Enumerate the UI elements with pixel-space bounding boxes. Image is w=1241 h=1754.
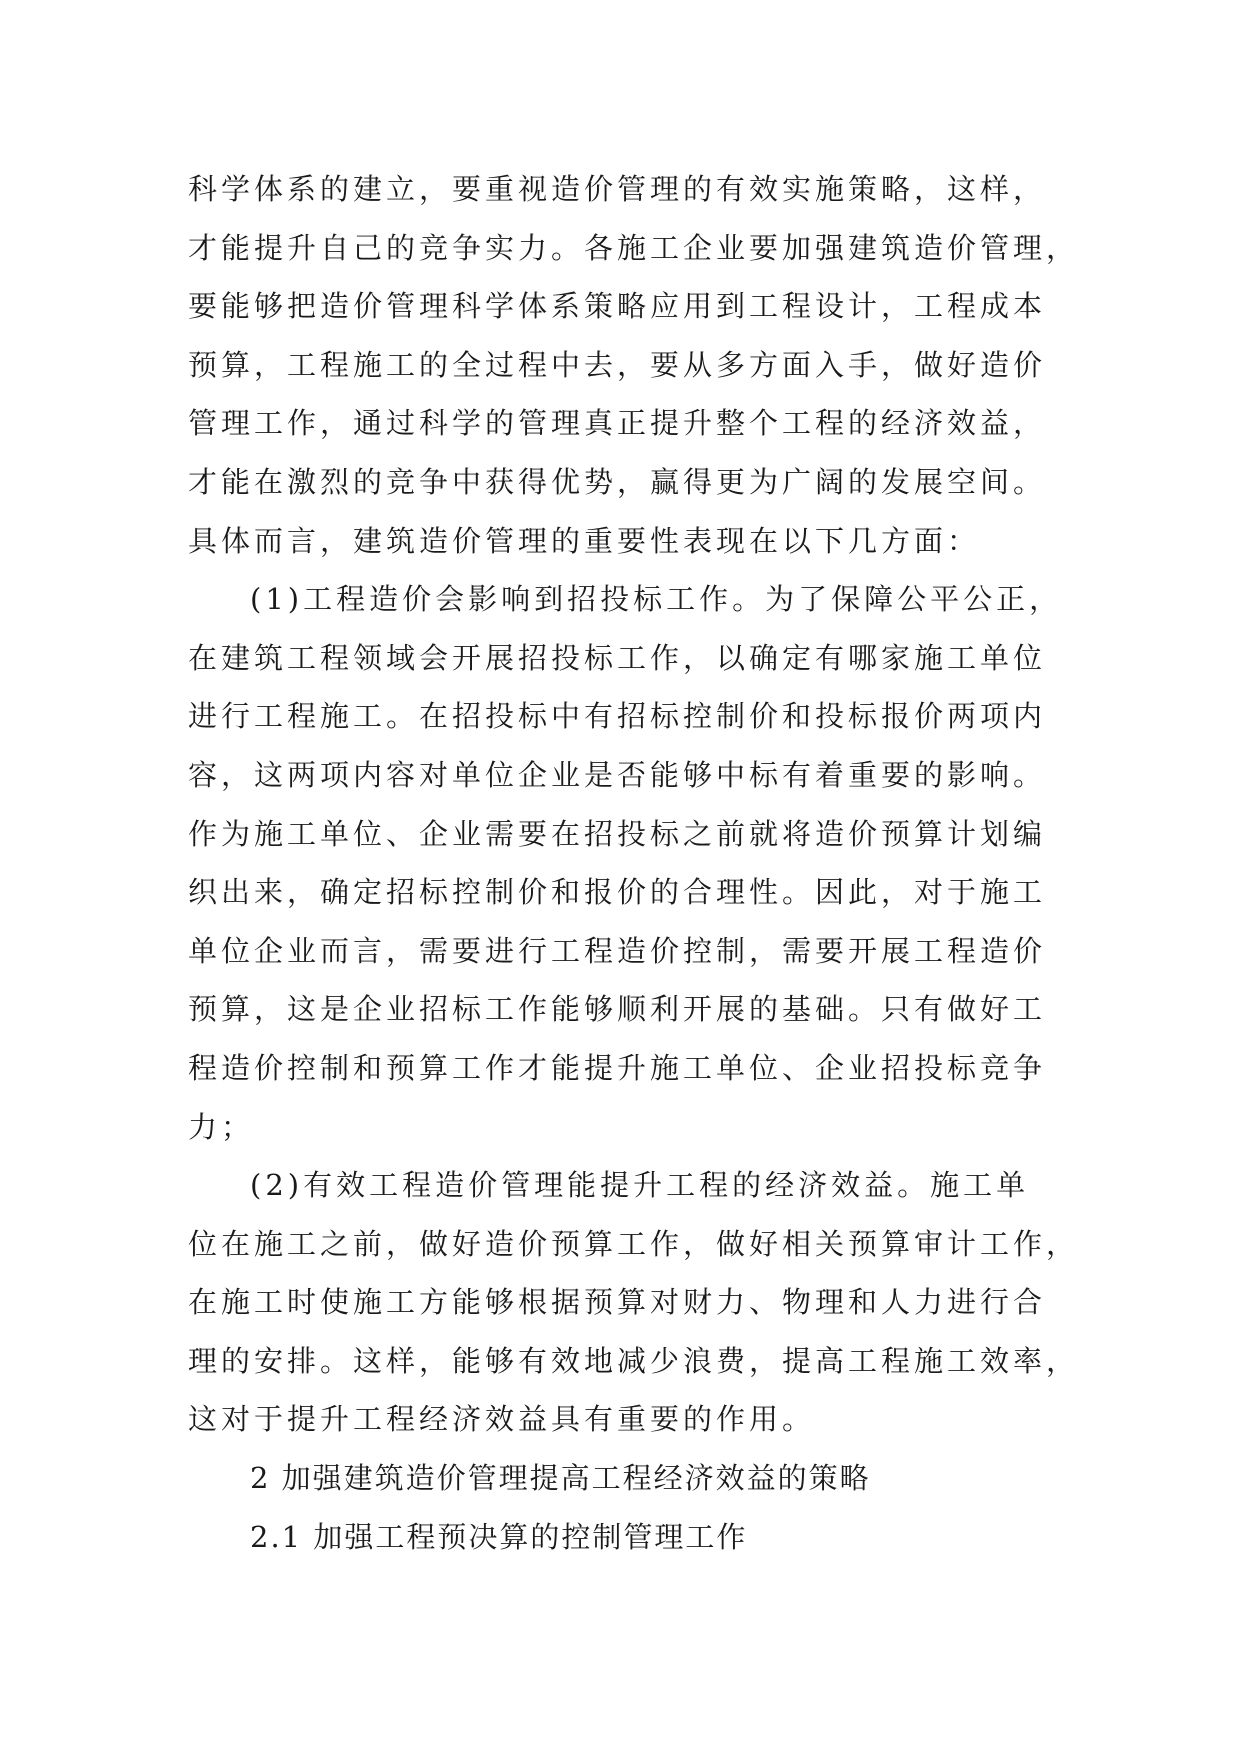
text-line: 这对于提升工程经济效益具有重要的作用。 — [188, 1402, 816, 1437]
text-line: (1)工程造价会影响到招投标工作。为了保障公平公正， — [250, 582, 1063, 617]
text-line: 进行工程施工。在招投标中有招标控制价和投标报价两项内 — [188, 699, 1047, 734]
text-line: 作为施工单位、企业需要在招投标之前就将造价预算计划编 — [188, 816, 1047, 851]
text-line: 程造价控制和预算工作才能提升施工单位、企业招投标竞争 — [188, 1050, 1047, 1085]
text-line: 力； — [188, 1109, 255, 1144]
text-line: 理的安排。这样，能够有效地减少浪费，提高工程施工效率， — [188, 1343, 1080, 1378]
text-line: 才能提升自己的竞争实力。各施工企业要加强建筑造价管理， — [188, 230, 1080, 265]
text-line: 预算，工程施工的全过程中去，要从多方面入手，做好造价 — [188, 347, 1047, 382]
document-body — [188, 160, 1088, 1566]
text-line: 在施工时使施工方能够根据预算对财力、物理和人力进行合 — [188, 1285, 1047, 1320]
text-line: 容，这两项内容对单位企业是否能够中标有着重要的影响。 — [188, 757, 1047, 792]
text-line: 在建筑工程领域会开展招投标工作，以确定有哪家施工单位 — [188, 640, 1047, 675]
text-line: 管理工作，通过科学的管理真正提升整个工程的经济效益， — [188, 406, 1047, 441]
section-heading-2: 2 加强建筑造价管理提高工程经济效益的策略 — [250, 1461, 871, 1496]
text-line: 预算，这是企业招标工作能够顺利开展的基础。只有做好工 — [188, 992, 1047, 1027]
text-line: 织出来，确定招标控制价和报价的合理性。因此，对于施工 — [188, 875, 1047, 910]
text-line: 科学体系的建立，要重视造价管理的有效实施策略，这样， — [188, 172, 1047, 206]
paragraph-point-2 — [188, 1156, 1088, 1449]
paragraph-importance-intro — [188, 160, 1088, 570]
text-line: 位在施工之前，做好造价预算工作，做好相关预算审计工作， — [188, 1226, 1080, 1261]
paragraph-point-1 — [188, 570, 1088, 1156]
text-line: (2)有效工程造价管理能提升工程的经济效益。施工单 — [250, 1168, 1030, 1203]
text-line: 要能够把造价管理科学体系策略应用到工程设计，工程成本 — [188, 289, 1047, 324]
text-line: 具体而言，建筑造价管理的重要性表现在以下几方面： — [188, 523, 981, 558]
text-line: 才能在激烈的竞争中获得优势，赢得更为广阔的发展空间。 — [188, 464, 1047, 499]
section-heading-2-1: 2.1 加强工程预决算的控制管理工作 — [250, 1519, 748, 1554]
text-line: 单位企业而言，需要进行工程造价控制，需要开展工程造价 — [188, 933, 1047, 968]
